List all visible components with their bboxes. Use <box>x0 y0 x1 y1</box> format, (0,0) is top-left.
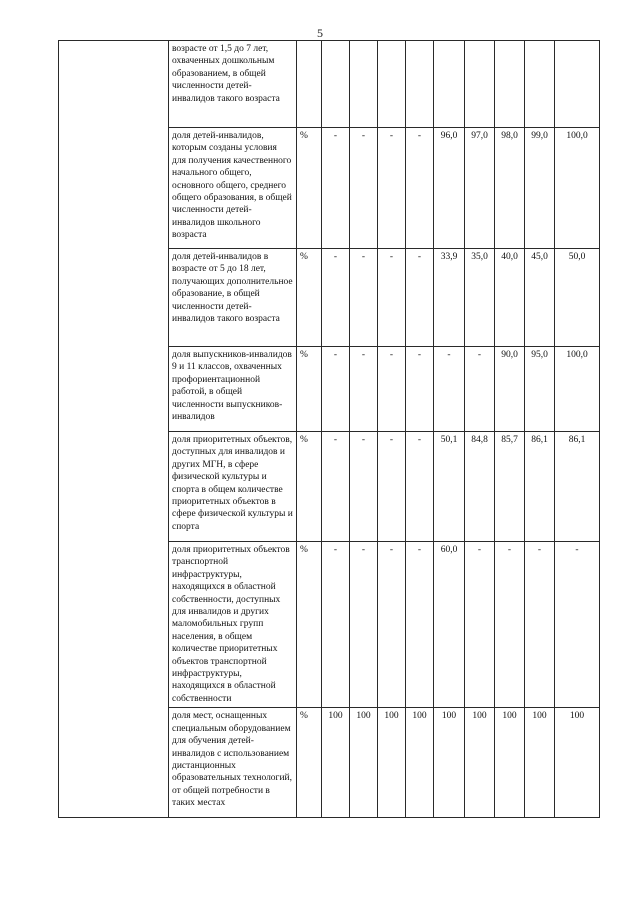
value-cell: - <box>406 249 434 347</box>
value-cell: - <box>434 347 465 432</box>
value-cell: - <box>322 347 350 432</box>
value-cell: - <box>378 249 406 347</box>
value-cell: 97,0 <box>465 128 495 249</box>
value-cell: 35,0 <box>465 249 495 347</box>
value-cell: - <box>378 128 406 249</box>
value-cell: - <box>406 432 434 542</box>
value-cell: - <box>322 249 350 347</box>
value-cell: 50,0 <box>555 249 600 347</box>
value-cell: 100 <box>406 708 434 818</box>
value-cell: 100 <box>434 708 465 818</box>
value-cell <box>378 41 406 128</box>
unit-cell: % <box>297 542 322 708</box>
table-row <box>59 41 600 128</box>
indicator-name-cell: доля выпускников-инвалидов 9 и 11 классов, охваченных профориентационной работой, в общей численности выпускников-инвалидов <box>169 347 297 432</box>
page-number: 5 <box>317 26 323 40</box>
value-cell: 100 <box>465 708 495 818</box>
value-cell: - <box>350 542 378 708</box>
value-cell: 100 <box>350 708 378 818</box>
program-name-cell <box>59 41 169 818</box>
value-cell: 60,0 <box>434 542 465 708</box>
value-cell: 100 <box>555 708 600 818</box>
unit-cell: % <box>297 708 322 818</box>
value-cell: - <box>378 542 406 708</box>
value-cell: - <box>378 432 406 542</box>
indicator-name-cell: доля приоритетных объектов транспортной инфраструктуры, находящихся в областной собственности, доступных для инвалидов и других маломобильных групп населения, в общем количестве приоритетных объектов транспортной инфраструктуры, находящихся в областной собственности <box>169 542 297 708</box>
value-cell: - <box>495 542 525 708</box>
unit-cell <box>297 41 322 128</box>
value-cell: - <box>350 432 378 542</box>
value-cell: 100 <box>378 708 406 818</box>
value-cell: - <box>322 432 350 542</box>
value-cell: - <box>465 542 495 708</box>
value-cell: - <box>322 542 350 708</box>
value-cell: 98,0 <box>495 128 525 249</box>
value-cell <box>495 41 525 128</box>
value-cell: 96,0 <box>434 128 465 249</box>
value-cell: - <box>350 347 378 432</box>
indicator-name-cell: доля приоритетных объектов, доступных для инвалидов и других МГН, в сфере физической культуры и спорта в общем количестве приоритетных объектов в сфере физической культуры и спорта <box>169 432 297 542</box>
value-cell: - <box>350 128 378 249</box>
value-cell: 86,1 <box>555 432 600 542</box>
unit-cell: % <box>297 432 322 542</box>
value-cell: 45,0 <box>525 249 555 347</box>
value-cell: 100,0 <box>555 128 600 249</box>
unit-cell: % <box>297 128 322 249</box>
value-cell: 100 <box>322 708 350 818</box>
value-cell: - <box>406 128 434 249</box>
value-cell: 99,0 <box>525 128 555 249</box>
value-cell: 95,0 <box>525 347 555 432</box>
value-cell <box>434 41 465 128</box>
value-cell: 100 <box>525 708 555 818</box>
value-cell: - <box>322 128 350 249</box>
value-cell: 50,1 <box>434 432 465 542</box>
value-cell: 100 <box>495 708 525 818</box>
value-cell: 40,0 <box>495 249 525 347</box>
value-cell: - <box>350 249 378 347</box>
value-cell: - <box>406 347 434 432</box>
value-cell <box>406 41 434 128</box>
value-cell: - <box>406 542 434 708</box>
value-cell: 85,7 <box>495 432 525 542</box>
indicator-name-cell: возрасте от 1,5 до 7 лет, охваченных дошкольным образованием, в общей численности детей-инвалидов такого возраста <box>169 41 297 128</box>
unit-cell: % <box>297 249 322 347</box>
value-cell: - <box>555 542 600 708</box>
value-cell: - <box>525 542 555 708</box>
value-cell: - <box>378 347 406 432</box>
value-cell: 90,0 <box>495 347 525 432</box>
value-cell: 100,0 <box>555 347 600 432</box>
unit-cell: % <box>297 347 322 432</box>
value-cell: 86,1 <box>525 432 555 542</box>
value-cell <box>322 41 350 128</box>
value-cell <box>350 41 378 128</box>
value-cell: 84,8 <box>465 432 495 542</box>
value-cell <box>555 41 600 128</box>
value-cell <box>525 41 555 128</box>
indicator-name-cell: доля детей-инвалидов в возрасте от 5 до 18 лет, получающих дополнительное образование, в общей численности детей-инвалидов такого возраста <box>169 249 297 347</box>
value-cell: - <box>465 347 495 432</box>
indicator-name-cell: доля мест, оснащенных специальным оборудованием для обучения детей-инвалидов с использованием дистанционных образовательных технологий, от общей потребности в таких местах <box>169 708 297 818</box>
value-cell <box>465 41 495 128</box>
value-cell: 33,9 <box>434 249 465 347</box>
indicators-table <box>58 40 600 818</box>
indicator-name-cell: доля детей-инвалидов, которым созданы условия для получения качественного начального общего, основного общего, среднего общего образования, в общей численности детей-инвалидов школьного возраста <box>169 128 297 249</box>
